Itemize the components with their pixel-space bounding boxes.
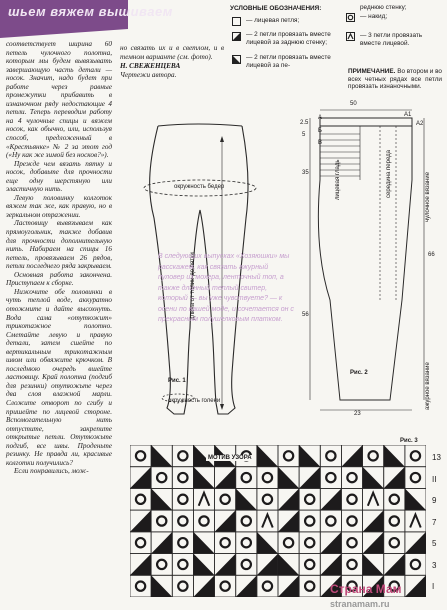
chart-cell-k2tog-tbl: [215, 510, 236, 532]
chart-cell-k2tog-tbl: [384, 554, 405, 576]
chart-cell-yarn-over: [130, 488, 151, 510]
chart-cell-yarn-over: [257, 467, 278, 489]
chart-row-labels: 13 II 9 7 5 3 I: [432, 453, 441, 591]
dim-a: A: [318, 115, 323, 121]
chart-cell-yarn-over: [236, 467, 257, 489]
chart-cell-yarn-over: [363, 445, 384, 467]
chart-cell-k2tog: [151, 488, 172, 510]
legend-item: — 2 петли провязать вместе лицевой за пе-: [232, 54, 340, 68]
chart-cell-yarn-over: [299, 554, 320, 576]
chart-cell-k2tog-tbl: [215, 554, 236, 576]
chart-cell-yarn-over: [341, 488, 362, 510]
legend-item: — 2 петли провязать вместе лицевой за заднюю стенку;: [232, 31, 340, 54]
legend-item: — 3 петли провязать вместе лицевой.: [346, 32, 442, 48]
chart-cell-yarn-over: [257, 575, 278, 597]
article-column-1: [6, 40, 112, 608]
chart-cell-yarn-over: [151, 554, 172, 576]
chart-cell-yarn-over: [193, 510, 214, 532]
chart-cell-yarn-over: [320, 445, 341, 467]
dim-a2: A2: [416, 121, 424, 127]
chart-cell-yarn-over: [172, 488, 193, 510]
chart-cell-yarn-over: [405, 467, 426, 489]
chart-cell-yarn-over: [405, 554, 426, 576]
label-stocking: чулочное вязание: [425, 171, 431, 222]
label-front-center: середина переда: [386, 149, 392, 198]
chart-cell-k2tog: [193, 467, 214, 489]
dim-top: 50: [350, 101, 357, 107]
chart-cell-k2tog: [384, 445, 405, 467]
dim-66: 66: [428, 252, 435, 258]
chart-cell-k2tog-tbl: [405, 532, 426, 554]
chart-cell-k2tog-tbl: [363, 532, 384, 554]
chart-cell-k3tog: [257, 510, 278, 532]
chart-cell-yarn-over: [384, 510, 405, 532]
dim-56: 56: [302, 312, 309, 318]
chart-cell-yarn-over: [384, 488, 405, 510]
legend-item: реднюю стенку;: [360, 4, 407, 11]
label-stockinette: лицевая гладь: [335, 159, 341, 200]
yarn-over-icon: [346, 13, 355, 22]
article-column-2: [120, 44, 224, 79]
chart-cell-yarn-over: [130, 532, 151, 554]
chart-cell-k2tog-tbl: [130, 510, 151, 532]
leg-length-label: длина от талии до пятки: [190, 252, 196, 320]
credit-line: Чертежи автора.: [120, 70, 177, 79]
chart-cell-k2tog: [193, 532, 214, 554]
chart-cell-k2tog-tbl: [341, 445, 362, 467]
legend-item: — лицевая петля;: [232, 17, 340, 31]
chart-cell-yarn-over: [172, 532, 193, 554]
chart-cell-yarn-over: [172, 575, 193, 597]
chart-cell-yarn-over: [341, 510, 362, 532]
chart-cell-k2tog-tbl: [278, 510, 299, 532]
chart-cell-yarn-over: [172, 510, 193, 532]
figure-2-caption: Рис. 2: [350, 370, 368, 376]
chart-cell-yarn-over: [299, 532, 320, 554]
chart-cell-yarn-over: [299, 510, 320, 532]
chart-cell-k2tog: [257, 532, 278, 554]
author-name: Н. СВЕЖЕНЦЕВА: [120, 62, 181, 71]
dim-bottom: 23: [354, 411, 361, 417]
chart-cell-yarn-over: [320, 510, 341, 532]
chart-cell-k2tog: [193, 554, 214, 576]
note-block: [348, 68, 442, 91]
k3tog-icon: [346, 32, 355, 41]
chart-cell-k2tog: [363, 554, 384, 576]
chart-cell-yarn-over: [151, 467, 172, 489]
watermark-site: Страна Мам: [330, 582, 402, 596]
ankle-label: окружность голени: [168, 398, 221, 404]
annotation-text: В следующих выпусках «Хозяюшки» мы расскажем, как связать ажурный пуловер из мохера, ленточный топ, а также длинный теплый свитер, который — вы уже чувствуете? — к осени по вашей моде, и сочетается он с прекрасным полушелковым платком.: [158, 253, 294, 323]
legend-list-right: [346, 4, 442, 48]
dim-a1: A1: [404, 112, 412, 118]
chart-cell-yarn-over: [341, 532, 362, 554]
chart-cell-k2tog: [151, 575, 172, 597]
dim-35: 35: [302, 170, 309, 176]
note-title: ПРИМЕЧАНИЕ.: [348, 68, 396, 75]
chart-cell-k2tog: [278, 554, 299, 576]
motif-label: МОТИВ УЗОРА: [208, 455, 252, 461]
chart-cell-yarn-over: [257, 488, 278, 510]
chart-cell-k3tog: [363, 488, 384, 510]
chart-cell-yarn-over: [215, 575, 236, 597]
chart-cell-k2tog: [299, 445, 320, 467]
legend-title: УСЛОВНЫЕ ОБОЗНАЧЕНИЯ:: [230, 5, 322, 12]
paragraph: Левую половинку колготок вяжем так же, как правую, но в зеркальном отражении.: [6, 193, 112, 219]
chart-cell-k2tog-tbl: [193, 575, 214, 597]
paragraph: Нижочите обе половинки в чуть теплой воде, аккуратно отожмите и дайте высохнуть. Вода сама «отутюжит» трикотажное полотно. Сметайте левую и правую детали, затем сшейте по вертикальным трикотажным швом или обвяжите крючком. В последнюю очередь вшейте ластовицу. Край полотна (подгиб для резинки) отутюжьте через два слоя влажной марли. Сложите отворот по сгибу и пришейте по лицевой стороне. Вспомогательную нить отпустите, закрепите открытые петли. Отутюжьте подгиб, все швы. Проденьте резинку. Не правда ли, красивые колготки получились?: [6, 287, 112, 467]
label-lace: ажурное вязание: [425, 362, 431, 410]
chart-cell-yarn-over: [236, 510, 257, 532]
chart-cell-yarn-over: [236, 532, 257, 554]
k2tog-tbl-icon: [232, 32, 241, 41]
chart-cell-yarn-over: [130, 575, 151, 597]
chart-cell-yarn-over: [320, 467, 341, 489]
chart-cell-yarn-over: [172, 554, 193, 576]
hip-label: окружность бедер: [174, 184, 225, 190]
paragraph: Основная работа закончена. Приступаем к сборке.: [6, 270, 112, 288]
dim-2-5: 2.5: [300, 120, 309, 126]
paragraph: Ластовицу вывязываем как прямоугольник, также добавив для прочности дополнительную нить. Набираем на спицы 16 петель, провязываем 26 рядов, петли последнего ряда закрываем.: [6, 219, 112, 271]
dim-5: 5: [302, 132, 306, 138]
k2tog-icon: [232, 55, 241, 64]
chart-cell-k2tog-tbl: [130, 554, 151, 576]
chart-cell-yarn-over: [299, 488, 320, 510]
chart-cell-yarn-over: [236, 554, 257, 576]
chart-cell-k2tog: [405, 488, 426, 510]
figure-3-knitting-chart: [130, 445, 426, 597]
chart-cell-k2tog-tbl: [215, 467, 236, 489]
watermark: [330, 582, 402, 610]
chart-cell-k2tog-tbl: [278, 488, 299, 510]
chart-cell-yarn-over: [278, 445, 299, 467]
chart-cell-k3tog: [193, 488, 214, 510]
chart-cell-yarn-over: [172, 445, 193, 467]
chart-cell-yarn-over: [341, 467, 362, 489]
paragraph: Если понравились, мож-: [14, 467, 89, 476]
banner-title: шьем вяжем вышиваем: [8, 4, 173, 19]
chart-cell-yarn-over: [172, 467, 193, 489]
figure-1-caption: Рис. 1: [168, 378, 186, 384]
chart-cell-k2tog-tbl: [130, 467, 151, 489]
note-text: Во втором и во всех четных рядах все петли провязать изнаночными.: [348, 68, 442, 91]
chart-cell-k2tog: [151, 445, 172, 467]
chart-cell-yarn-over: [215, 488, 236, 510]
chart-cell-k2tog-tbl: [236, 575, 257, 597]
chart-cell-k2tog-tbl: [151, 532, 172, 554]
dim-b: Б: [318, 128, 322, 134]
chart-cell-k2tog-tbl: [363, 510, 384, 532]
chart-cell-yarn-over: [151, 510, 172, 532]
paragraph: но связать их и в светлом, и в темном варианте (см. фото).: [120, 44, 224, 61]
chart-cell-k3tog: [405, 510, 426, 532]
chart-cell-k2tog-tbl: [405, 575, 426, 597]
knit-stitch-icon: [232, 17, 241, 26]
legend-list: [232, 17, 340, 68]
legend-item: — накид;: [346, 13, 442, 32]
chart-cell-k2tog: [257, 445, 278, 467]
chart-cell-yarn-over: [341, 554, 362, 576]
chart-cell-k2tog-tbl: [384, 467, 405, 489]
chart-cell-yarn-over: [299, 575, 320, 597]
chart-cell-yarn-over: [384, 532, 405, 554]
chart-cell-k2tog-tbl: [257, 554, 278, 576]
paragraph: Прежде чем вязать пятку и носок, добавьте для прочности еще одну шерстяную или эластичную нить.: [6, 159, 112, 194]
chart-cell-k2tog: [278, 467, 299, 489]
chart-cell-yarn-over: [278, 532, 299, 554]
chart-cell-k2tog-tbl: [320, 488, 341, 510]
dim-v: В: [318, 140, 323, 146]
watermark-url: stranamam.ru: [330, 599, 390, 609]
chart-cell-k2tog-tbl: [299, 467, 320, 489]
chart-cell-yarn-over: [405, 445, 426, 467]
figure-3-caption: Рис. 3: [400, 438, 418, 444]
paragraph: соответствует ширина 60 петель чулочного полотна, которым мы будем вывязывать завершающую часть детали — носок. Значит, надо будет при работе через равные промежутки прибавить в изнаночном ряду недостающие 4 петли. Теперь переводим работу на 4 чулочные спицы и вяжем носок, как обычно, или, используя способ, предложенный в «Крестьянке» № 2 за этот год («Ну как же зимой без носков?»).: [6, 40, 112, 160]
chart-cell-k2tog-tbl: [278, 575, 299, 597]
chart-cell-k2tog-tbl: [320, 554, 341, 576]
chart-cell-k2tog: [236, 488, 257, 510]
chart-cell-k2tog: [363, 467, 384, 489]
chart-cell-k2tog-tbl: [320, 532, 341, 554]
chart-cell-yarn-over: [130, 445, 151, 467]
chart-cell-yarn-over: [215, 532, 236, 554]
